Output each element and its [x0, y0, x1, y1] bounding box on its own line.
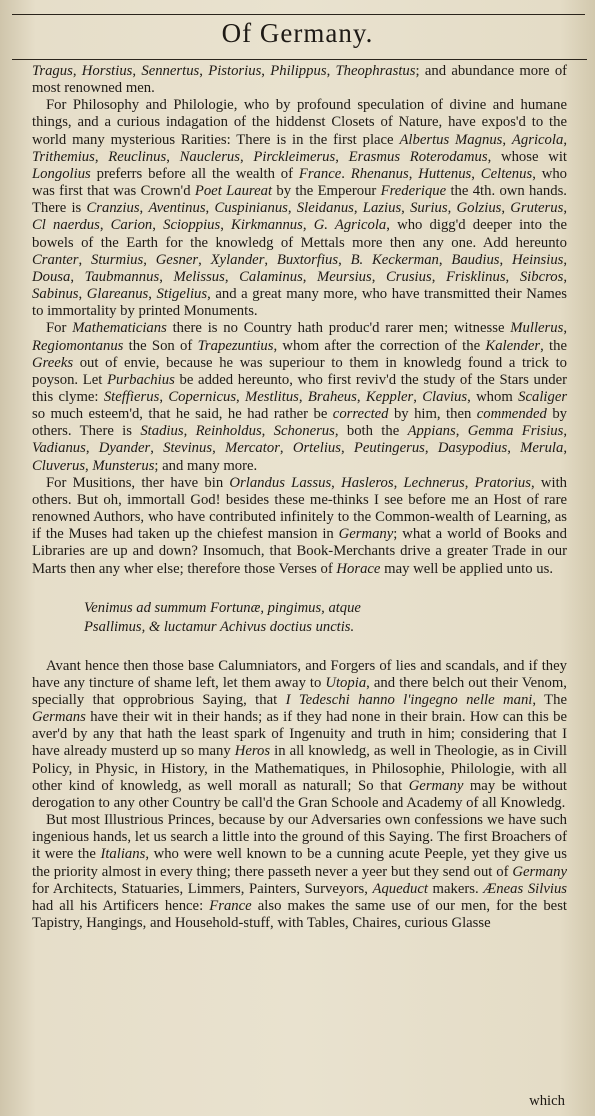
verse-line: Venimus ad summum Fortunæ, pingimus, atque [84, 599, 361, 616]
paragraph: Tragus, Horstius, Sennertus, Pistorius, Philippus, Theophrastus; and abundance more of most renowned men. [32, 63, 568, 97]
paragraph: For Musitions, ther have bin Orlandus Lassus, Hasleros, Lechnerus, Pratorius, with others. But oh, immortall God! besides these me-thinks I see before me an Host of rare renowned Authors, who have contributed infinitely to the Common-wealth of Learning, as if the Muses had taken up the chiefest mansion in Germany; what a world of Books and Libraries are up and down? Insomuch, that Book-Merchants drive a greater Trade in our Marts then any wher else; therefore those Verses of Horace may well be applied unto us. [32, 474, 567, 577]
running-head: Of Germany. [221, 18, 374, 48]
top-rule [12, 14, 585, 15]
verse-line: Psallimus, & luctamur Achivus doctius unctis. [84, 618, 355, 635]
paragraph: Avant hence then those base Calumniators, and Forgers of lies and scandals, and if they have any tincture of shame left, let them away to Utopia, and there belch out their Venom, specially that opprobrious Saying, that I Tedeschi hanno l'ingegno nelle mani, The Germans have their wit in their hands; as if they had none in their brain. How can this be aver'd by any that hath the least spark of Ingenuity and truth in him; considering that I have already musterd up so many Heros in all knowledg, as well in Theologie, as in Civill Policy, in Physic, in History, in the Mathematiques, in Philosophie, Philologie, with all other kind of knowledg, as well morall as naturall; So that Germany may be without derogation to any other Country be call'd the Gran Schoole and Academy of all Knowledg. [32, 657, 568, 811]
paragraph: For Philosophy and Philologie, who by profound speculation of divine and humane things, and a curious indagation of the hiddenst Closets of Nature, have expos'd to the world many mysterious Rarities: There is in the first place Albertus Magnus, Agricola, Trithemius, Reuclinus, Nauclerus, Pirckleimerus, Erasmus Roterodamus, whose wit Longolius preferrs before all the wealth of France. Rhenanus, Huttenus, Celtenus, who was first that was Crown'd Poet Laureat by the Emperour Frederique the 4th. own hands. There is Cranzius, Aventinus, Cuspinianus, Sleidanus, Lazius, Surius, Golzius, Gruterus, Cl naerdus, Carion, Scioppius, Kirkmannus, G. Agricola, who digg'd deeper into the bowels of the Earth for the knowledg of Mettals more then any one. Add hereunto Cranter, Sturmius, Gesner, Xylander, Buxtorfius, B. Keckerman, Baudius, Heinsius, Dousa, Taubmannus, Melissus, Calaminus, Meursius, Crusius, Frisklinus, Sibcros, Sabinus, Glareanus, Stigelius, and a great many more, who have transmitted their Names to immortality by printed Monuments. [32, 97, 568, 320]
latin-verse [84, 599, 567, 637]
head-rule [12, 59, 587, 60]
page-body [32, 63, 567, 932]
paragraph: But most Illustrious Princes, because by our Adversaries own confessions we have such ingenious hands, let us search a little into the ground of this Saying. The first Broachers of it were the Italians, who were well known to be a cunning acute Peeple, yet they give us the priority almost in every thing; there passeth never a yeer but they send out of Germany for Architects, Statuaries, Limmers, Painters, Surveyors, Aqueduct makers. Æneas Silvius had all his Artificers hence: France also makes the same use of our men, for the best Tapistry, Hangings, and Household-stuff, with Tables, Chaires, curious Glasse [32, 812, 567, 932]
paragraph: For Mathematicians there is no Country hath produc'd rarer men; witnesse Mullerus, Regiomontanus the Son of Trapezuntius, whom after the correction of the Kalender, the Greeks out of envie, because he was superiour to them in knowledg found a trick to poyson. Let Purbachius be added hereunto, who first reviv'd the study of the Stars under this clyme: Steffierus, Copernicus, Mestlitus, Braheus, Keppler, Clavius, whom Scaliger so much esteem'd, that he said, he had rather be corrected by him, then commended by others. There is Stadius, Reinholdus, Schonerus, both the Appians, Gemma Frisius, Vadianus, Dyander, Stevinus, Mercator, Ortelius, Peutingerus, Dasypodius, Merula, Cluverus, Munsterus; and many more. [32, 320, 568, 474]
catchword: which [529, 1093, 565, 1109]
